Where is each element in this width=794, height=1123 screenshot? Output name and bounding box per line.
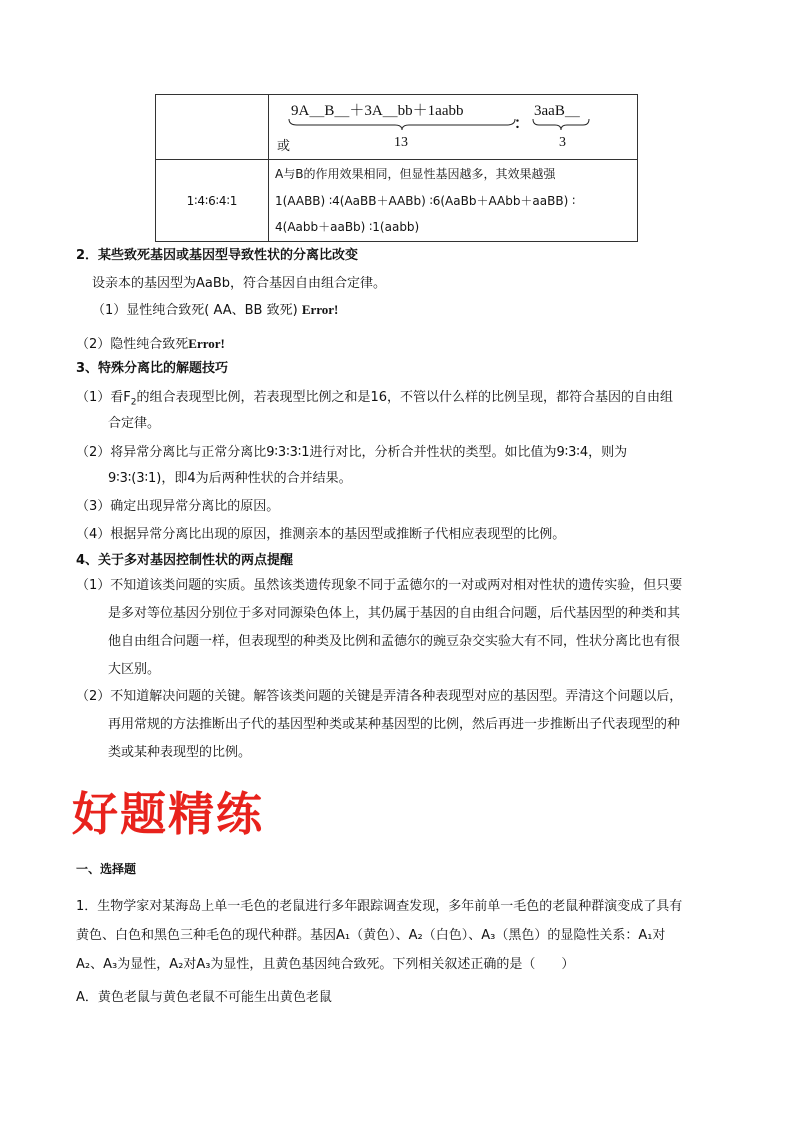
section-2-item-2 [76,333,225,352]
table-cell-description [275,161,635,241]
section-3-item-3: （3）确定出现异常分离比的原因。 [76,499,280,514]
table-cell-ratio: 1∶4∶6∶4∶1 [186,193,238,208]
item-text: （2）隐性纯合致死 [76,337,189,352]
para-line: 是多对等位基因分别位于多对同源染色体上，其仍属于基因的自由组合问题，后代基因型的种类和其 [108,606,681,621]
subscript: 2 [130,397,137,408]
section-4-item-1 [76,572,682,684]
section-3-item-1 [76,386,673,408]
para-line: 他自由组合问题一样，但表现型的种类及比例和孟德尔的豌豆杂交实验大有不同，性状分离比也有很 [108,634,681,649]
section-2-intro: 设亲本的基因型为AaBb，符合基因自由组合定律。 [92,276,387,291]
section-3-item-4: （4）根据异常分离比出现的原因，推测亲本的基因型或推断子代相应表现型的比例。 [76,527,566,542]
error-text: Error! [188,336,225,351]
or-label: 或 [277,139,291,154]
item-text: （1）显性纯合致死( AA、BB 致死) [92,303,298,318]
para-line: 类或某种表现型的比例。 [108,745,252,760]
section-3-item-2-cont: 9∶3∶(3∶1)，即4为后两种性状的合并结果。 [108,471,352,486]
ratio-table [155,94,638,242]
para-line: （2）不知道解决问题的关键。解答该类问题的关键是弄清各种表现型对应的基因型。弄清这个问题以后， [76,689,683,704]
description-line: 4(Aabb＋aaBb) ∶1(aabb) [275,220,420,234]
question-1-line-2: 黄色、白色和黑色三种毛色的现代种群。基因A₁（黄色）、A₂（白色）、A₃（黑色）的显隐性关系：A₁对 [76,928,666,943]
section-2-item-1 [92,299,338,318]
item-text: 的组合表现型比例，若表现型比例之和是16，不管以什么样的比例呈现，都符合基因的自由组 [136,390,674,405]
section-4-item-2 [76,683,682,767]
para-line: 再用常规的方法推断出子代的基因型种类或某种基因型的比例，然后再进一步推断出子代表现型的种 [108,717,681,732]
exercise-heading: 一、选择题 [76,862,137,876]
section-2-title: 2．某些致死基因或基因型导致性状的分离比改变 [76,248,359,263]
description-line: A与B的作用效果相同，但显性基因越多，其效果越强 [275,167,556,181]
section-banner: 好题精练 [72,787,264,841]
para-line: 大区别。 [108,662,161,677]
question-1-line-3: A₂、A₃为显性，A₂对A₃为显性，且黄色基因纯合致死。下列相关叙述正确的是（ ） [76,957,575,972]
description-line: 1(AABB) ∶4(AaBB＋AABb) ∶6(AaBb＋AAbb＋aaBB) ∶ [275,193,576,208]
option-a: A．黄色老鼠与黄色老鼠不可能生出黄色老鼠 [76,990,332,1005]
section-3-title: 3、特殊分离比的解题技巧 [76,361,229,376]
ratio-colon: ： [514,114,530,132]
question-1-line-1: 1．生物学家对某海岛上单一毛色的老鼠进行多年跟踪调查发现，多年前单一毛色的老鼠种群演变成了具有 [76,899,683,914]
underbrace-left [287,117,517,131]
section-3-item-1-cont: 合定律。 [108,416,161,431]
section-4-title: 4、关于多对基因控制性状的两点提醒 [76,553,294,568]
error-text: Error! [301,302,339,317]
table-cell-formula [269,95,637,159]
formula-left: 9A＿B＿＋3A＿bb＋1aabb [291,103,464,119]
formula-right-count: 3 [559,135,566,150]
formula-right: 3aaB＿ [534,103,580,119]
section-3-item-2: （2）将异常分离比与正常分离比9∶3∶3∶1进行对比，分析合并性状的类型。如比值为9∶3∶4，则为 [76,445,628,460]
underbrace-right [531,117,593,131]
item-text: （1）看F [76,390,131,405]
para-line: （1）不知道该类问题的实质。虽然该类遗传现象不同于孟德尔的一对或两对相对性状的遗传实验，但只要 [76,578,683,593]
formula-left-count: 13 [394,135,408,150]
